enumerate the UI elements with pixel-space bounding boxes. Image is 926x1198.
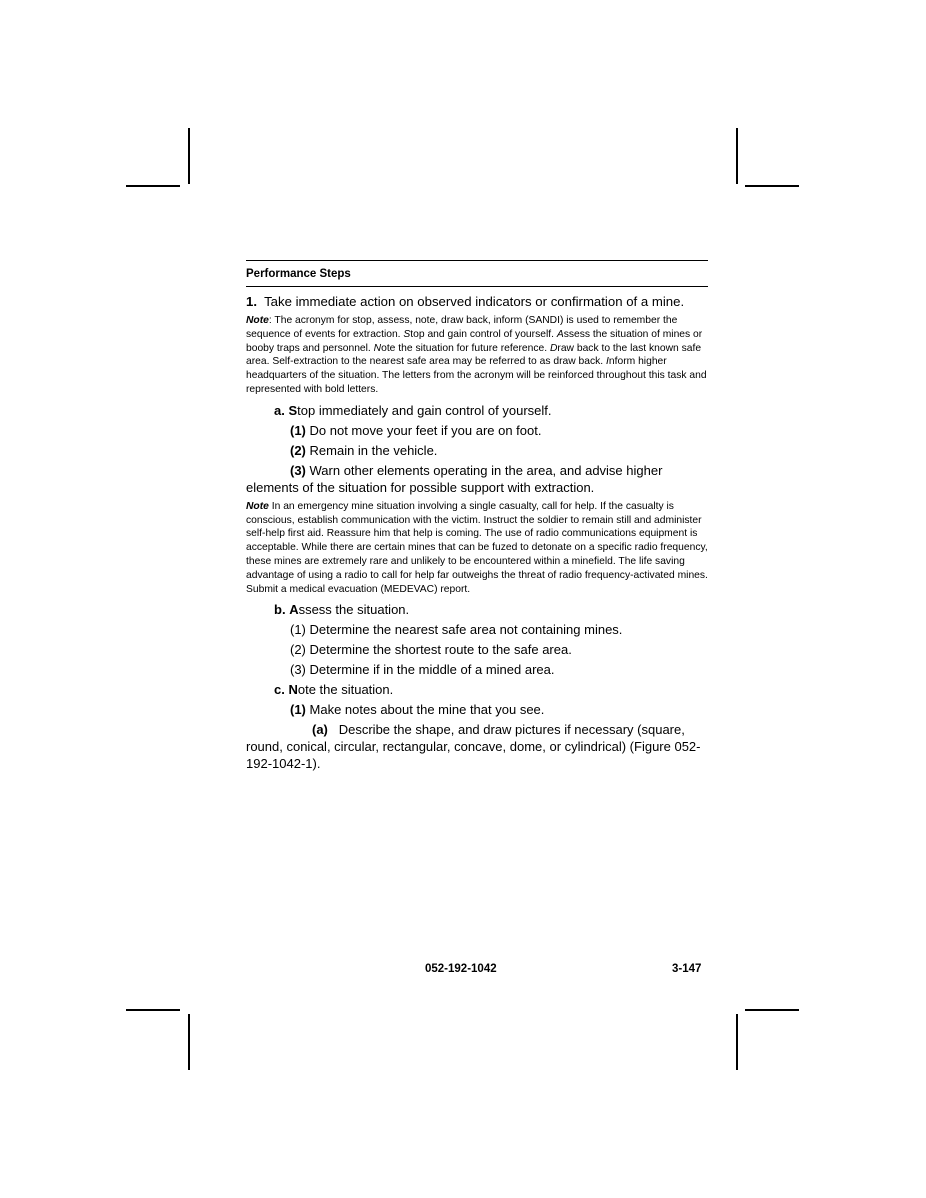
- title-rule: [246, 286, 708, 287]
- crop-mark-top-right-horizontal: [745, 185, 799, 187]
- step-b-item: (3) Determine if in the middle of a mined area.: [290, 662, 555, 678]
- page-number: 3-147: [672, 963, 702, 975]
- step-1-number: 1.: [246, 294, 257, 309]
- step-b: b. Assess the situation.: [274, 602, 410, 618]
- task-code: 052-192-1042: [425, 963, 497, 975]
- step-1: [246, 293, 708, 310]
- crop-mark-bottom-right-horizontal: [745, 1009, 799, 1011]
- step-c-item: (1) Make notes about the mine that you see.: [290, 702, 545, 718]
- step-1-text: Take immediate action on observed indicators or confirmation of a mine.: [264, 294, 685, 309]
- step-c: c. Note the situation.: [274, 682, 394, 698]
- step-b-item: (1) Determine the nearest safe area not containing mines.: [290, 622, 623, 638]
- note-emergency: Note In an emergency mine situation involving a single casualty, call for help. If the casualty is conscious, establish communication with the victim. Instruct the soldier to remain still and administer self-help first aid. Reassure him that help is coming. The use of radio communications equipment is acceptable. While there are certain mines that can be fuzed to detonate on a specific radio frequency, these mines are extremely rare and unlikely to be encountered within a minefield. The life saving advantage of using a radio to call for help far outweighs the threat of radio frequency-activated mines. Submit a medical evacuation (MEDEVAC) report.: [246, 500, 708, 595]
- crop-mark-top-left-horizontal: [126, 185, 180, 187]
- note-label: Note: [246, 315, 269, 326]
- section-title: Performance Steps: [246, 268, 351, 280]
- step-a-item: (3) Warn other elements operating in the area, and advise higher elements of the situation for possible support with extraction.: [246, 462, 663, 495]
- top-rule: [246, 260, 708, 261]
- step-c-subitem: (a) Describe the shape, and draw pictures if necessary (square, round, conical, circular, rectangular, concave, dome, or cylindrical) (Figure 052-192-1042-1).: [246, 722, 701, 772]
- note-label: Note: [246, 500, 269, 512]
- performance-steps: [246, 260, 708, 772]
- crop-mark-top-left-vertical: [188, 128, 190, 184]
- step-b-item: (2) Determine the shortest route to the safe area.: [290, 642, 572, 658]
- crop-mark-bottom-left-vertical: [188, 1014, 190, 1070]
- note-sandi: Note: The acronym for stop, assess, note, draw back, inform (SANDI) is used to remember the sequence of events for extraction. Stop and gain control of yourself. Assess the situation of mines or booby traps and personnel. Note the situation for future reference. Draw back to the last known safe area. Self-extraction to the nearest safe area may be referred to as draw back. Inform higher headquarters of the situation. The letters from the acronym will be reinforced throughout this task and represented with bold letters.: [246, 315, 707, 395]
- step-a-item: (1) Do not move your feet if you are on foot.: [290, 422, 542, 438]
- crop-mark-top-right-vertical: [736, 128, 738, 184]
- crop-mark-bottom-right-vertical: [736, 1014, 738, 1070]
- crop-mark-bottom-left-horizontal: [126, 1009, 180, 1011]
- step-a-item: (2) Remain in the vehicle.: [290, 442, 438, 458]
- step-a: a. Stop immediately and gain control of yourself.: [274, 402, 552, 418]
